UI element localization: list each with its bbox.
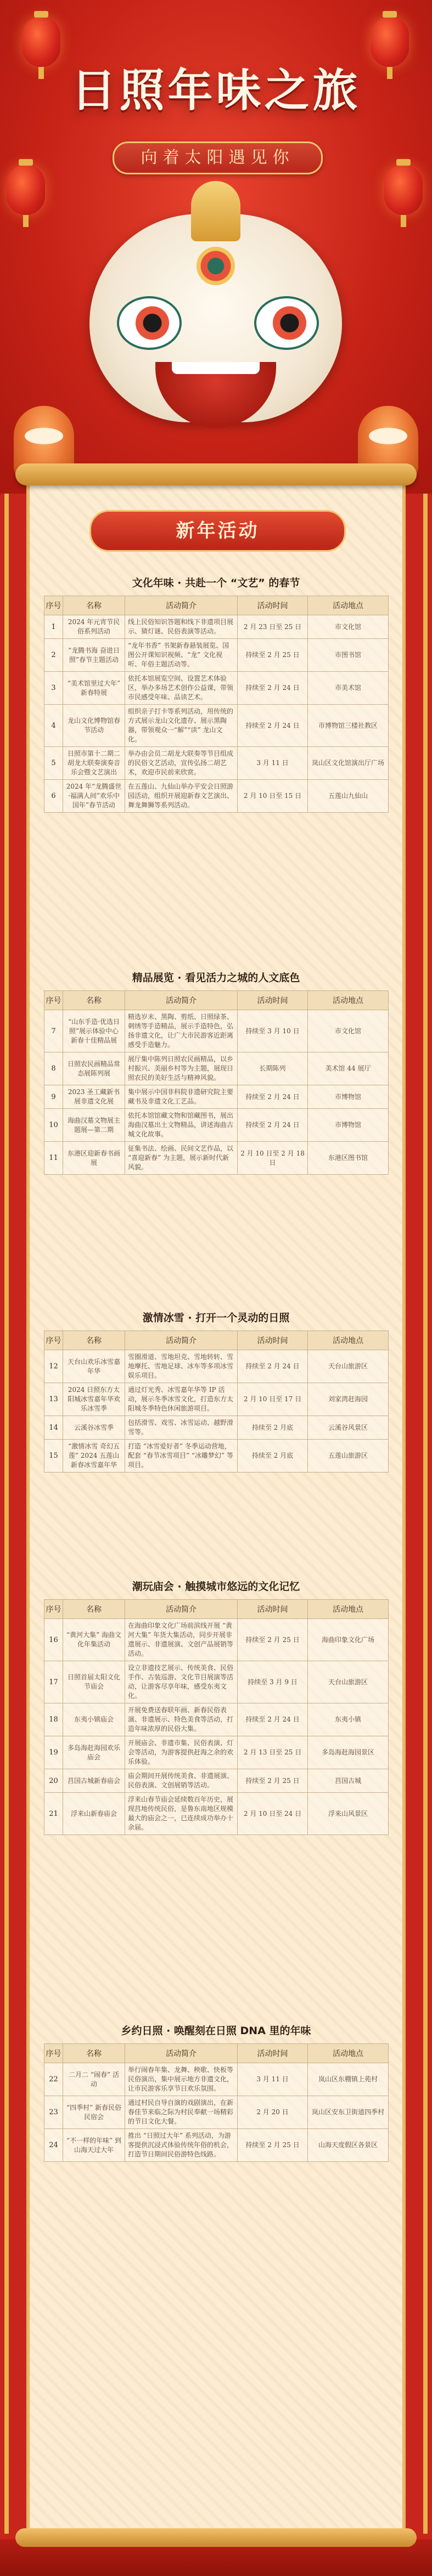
- cell-info: 展厅集中陈列日照农民画精品，以乡村振兴、美丽乡村等为主题，展现日照农民的美好生活与精神风貌。: [125, 1052, 238, 1085]
- cell-name: “美术馆里过大年” 新春特展: [63, 672, 125, 705]
- column-header-name: 名称: [63, 2044, 125, 2063]
- cell-place: 云溪谷风景区: [308, 1416, 389, 1440]
- cell-name: 日照农民画精品常态展陈列展: [63, 1052, 125, 1085]
- cell-time: 持续至 2 月 24 日: [238, 1703, 308, 1736]
- table-row: [44, 1052, 389, 1085]
- table-row: [44, 1416, 389, 1440]
- activity-table: [44, 2043, 389, 2162]
- page-subtitle: 向着太阳遇见你: [113, 141, 323, 174]
- column-header-time: 活动时间: [238, 1600, 308, 1619]
- lion-left-eye: [117, 296, 182, 350]
- cell-name: 2024 年元宵节民俗系列活动: [63, 615, 125, 639]
- cell-time: 长期陈列: [238, 1052, 308, 1085]
- column-header-time: 活动时间: [238, 991, 308, 1010]
- column-header-time: 活动时间: [238, 596, 308, 615]
- cell-no: 16: [44, 1619, 63, 1661]
- cell-no: 10: [44, 1109, 63, 1142]
- cell-no: 6: [44, 780, 63, 813]
- cell-place: 市文化馆: [308, 615, 389, 639]
- cell-no: 11: [44, 1142, 63, 1175]
- lion-teeth: [172, 362, 260, 374]
- cell-name: 云溪谷冰雪季: [63, 1416, 125, 1440]
- column-header-name: 名称: [63, 596, 125, 615]
- column-header-name: 名称: [63, 1331, 125, 1350]
- table-row: [44, 1142, 389, 1175]
- cell-no: 24: [44, 2129, 63, 2162]
- cell-time: 持续至 2 月 24 日: [238, 1085, 308, 1109]
- section-title: 精品展览 · 看见活力之城的人文底色: [132, 972, 300, 984]
- cell-name: 东港区迎新春书画展: [63, 1142, 125, 1175]
- cell-no: 18: [44, 1703, 63, 1736]
- cell-no: 14: [44, 1416, 63, 1440]
- cell-place: 天台山旅游区: [308, 1661, 389, 1703]
- activity-table: [44, 1331, 389, 1473]
- cell-name: 海曲汉墓文物展主题展—第二期: [63, 1109, 125, 1142]
- column-header-place: 活动地点: [308, 1331, 389, 1350]
- table-row: [44, 747, 389, 780]
- activity-table: [44, 1599, 389, 1835]
- scroll-roller: [15, 463, 417, 485]
- cell-no: 1: [44, 615, 63, 639]
- cell-time: 持续至 2 月 24 日: [238, 1109, 308, 1142]
- cell-place: 美术馆 44 展厅: [308, 1052, 389, 1085]
- cell-info: 在五莲山、九仙山举办平安会日照游园活动，组织开展迎新春文艺演出、舞龙舞狮等系列活动。: [125, 780, 238, 813]
- cell-time: 持续至 2 月 25 日: [238, 1619, 308, 1661]
- cell-time: 2 月 13 日至 25 日: [238, 1736, 308, 1769]
- column-header-no: 序号: [44, 1331, 63, 1350]
- cell-time: 2 月 10 日至 2 月 18 日: [238, 1142, 308, 1175]
- cell-place: 东夷小镇: [308, 1703, 389, 1736]
- table-row: [44, 1010, 389, 1052]
- column-header-place: 活动地点: [308, 991, 389, 1010]
- column-header-time: 活动时间: [238, 1331, 308, 1350]
- cell-time: 持续至 2 月 24 日: [238, 1350, 308, 1383]
- cell-no: 20: [44, 1769, 63, 1793]
- cell-name: 龙山文化博物馆春节活动: [63, 705, 125, 747]
- lion-dance-head-illustration: [78, 181, 353, 439]
- table-row: [44, 1793, 389, 1835]
- cell-info: 集中展示中国非科院非遗研究院主要藏书及非遗文化工艺品。: [125, 1085, 238, 1109]
- cell-time: 持续至 2 月 24 日: [238, 672, 308, 705]
- side-rope-left: [4, 494, 9, 2534]
- table-row: [44, 1085, 389, 1109]
- cell-place: 市博物馆: [308, 1109, 389, 1142]
- activity-section: [44, 965, 388, 1175]
- hero-banner: [0, 0, 432, 494]
- cell-name: 日照市第十二期二胡龙大联奏演奏音乐会暨文艺演出: [63, 747, 125, 780]
- cell-name: 东夷小镇庙会: [63, 1703, 125, 1736]
- table-row: [44, 639, 389, 672]
- cell-time: 持续至 2 月 25 日: [238, 639, 308, 672]
- cell-info: 线上民俗知识答题和线下非遗项目展示、猜灯谜、民俗表演等活动。: [125, 615, 238, 639]
- cell-no: 4: [44, 705, 63, 747]
- column-header-no: 序号: [44, 596, 63, 615]
- cell-info: 征集书法、绘画、民间文艺作品，以 “喜迎新春” 为主题，展示新时代新风貌。: [125, 1142, 238, 1175]
- cell-time: 持续至 2 月 24 日: [238, 705, 308, 747]
- column-header-info: 活动简介: [125, 596, 238, 615]
- cell-time: 持续至 3 月 10 日: [238, 1010, 308, 1052]
- cell-no: 8: [44, 1052, 63, 1085]
- lion-forehead-ornament: [197, 247, 235, 285]
- table-row: [44, 1703, 389, 1736]
- column-header-info: 活动简介: [125, 1331, 238, 1350]
- cell-no: 2: [44, 639, 63, 672]
- cell-info: 依托本馆展览空间、设置艺术体验区，举办多场艺术创作公益课，带领市民感受年味、品读艺术。: [125, 672, 238, 705]
- bottom-decoration: [0, 2539, 432, 2576]
- cell-time: 持续至 2 月 25 日: [238, 1769, 308, 1793]
- cell-info: 精选岁末、黑陶、剪纸、日照绿茶、刺绣等手造精品，展示手造特色，弘扬非遗文化，让广大市民游客近距离感受手造魅力。: [125, 1010, 238, 1052]
- lantern-decoration: [384, 165, 423, 215]
- cell-place: 五莲山九仙山: [308, 780, 389, 813]
- cell-name: “不一样的年味” 到山海天过大年: [63, 2129, 125, 2162]
- table-row: [44, 672, 389, 705]
- cell-place: 市文化馆: [308, 1010, 389, 1052]
- cell-no: 7: [44, 1010, 63, 1052]
- cell-no: 12: [44, 1350, 63, 1383]
- cell-time: 2 月 10 日至 24 日: [238, 1793, 308, 1835]
- table-row: [44, 1661, 389, 1703]
- lion-right-eye: [254, 296, 319, 350]
- section-banner: 新年活动: [89, 510, 346, 552]
- column-header-info: 活动简介: [125, 991, 238, 1010]
- table-row: [44, 780, 389, 813]
- cell-time: 3 月 11 日: [238, 747, 308, 780]
- table-row: [44, 2096, 389, 2129]
- cell-info: 打造 “冰雪爱好者” 冬季运动营地，配套 “春节冰雪项目” “冰雕梦幻” 等项目。: [125, 1440, 238, 1473]
- column-header-info: 活动简介: [125, 2044, 238, 2063]
- cell-info: 庙会期间开展传统美食、非遗展演、民俗表演、文创展销等活动。: [125, 1769, 238, 1793]
- column-header-no: 序号: [44, 1600, 63, 1619]
- cell-no: 17: [44, 1661, 63, 1703]
- lion-horn: [191, 181, 240, 241]
- cell-place: 市博物馆三楼社教区: [308, 705, 389, 747]
- cell-name: “黄河大集” 海曲文化年集活动: [63, 1619, 125, 1661]
- column-header-time: 活动时间: [238, 2044, 308, 2063]
- cell-place: 海曲印象文化广场: [308, 1619, 389, 1661]
- cell-place: 东港区图书馆: [308, 1142, 389, 1175]
- cell-info: 设立非遗技艺展示、传统美食、民俗手作、古装巡游、文化节目展演等活动，让游客尽享年味，感受东夷文化。: [125, 1661, 238, 1703]
- cell-name: 浮来山新春庙会: [63, 1793, 125, 1835]
- section-title: 文化年味 · 共赴一个 “文艺” 的春节: [132, 577, 300, 589]
- activity-table: [44, 990, 389, 1175]
- table-row: [44, 2063, 389, 2096]
- table-row: [44, 615, 389, 639]
- cell-info: 通过村民自导自演的戏剧演出，在新春佳节来临之际为村民奉献一场精彩的节日文化大餐。: [125, 2096, 238, 2129]
- cell-info: 雪圈滑道、雪地坦克、雪地转转、雪地摩托、雪地足球、冰车等多项冰雪娱乐项目。: [125, 1350, 238, 1383]
- table-row: [44, 1769, 389, 1793]
- column-header-name: 名称: [63, 991, 125, 1010]
- cell-info: 包括滑雪、戏雪、冰雪运动、越野滑雪等。: [125, 1416, 238, 1440]
- cell-no: 21: [44, 1793, 63, 1835]
- cell-no: 13: [44, 1383, 63, 1416]
- cell-place: 市图书馆: [308, 639, 389, 672]
- cell-time: 3 月 11 日: [238, 2063, 308, 2096]
- table-row: [44, 1736, 389, 1769]
- cell-place: 市博物馆: [308, 1085, 389, 1109]
- table-header-row: [44, 1600, 389, 1619]
- cell-name: 2023 圣工藏新书展非遗文化展: [63, 1085, 125, 1109]
- cell-name: 2024 日照东方太阳城冰雪嘉年华欢乐冰雪季: [63, 1383, 125, 1416]
- cell-place: 刘家湾赶海园: [308, 1383, 389, 1416]
- cell-place: 岚山区安东卫街道四季村: [308, 2096, 389, 2129]
- section-title: 潮玩庙会 · 触摸城市悠远的文化记忆: [132, 1581, 300, 1593]
- cell-info: 浮来山春节庙会延续数百年历史，展现莒地传统民俗，是鲁东南地区规模最大的庙会之一，已连续成功举办十余届。: [125, 1793, 238, 1835]
- cell-time: 持续至 2 月底: [238, 1440, 308, 1473]
- cell-time: 持续至 3 月 9 日: [238, 1661, 308, 1703]
- section-title: 乡约日照 · 唤醒刻在日照 DNA 里的年味: [121, 2025, 311, 2037]
- cell-time: 持续至 2 月 25 日: [238, 2129, 308, 2162]
- column-header-place: 活动地点: [308, 1600, 389, 1619]
- cell-no: 19: [44, 1736, 63, 1769]
- cell-time: 2 月 10 日至 15 日: [238, 780, 308, 813]
- cell-name: 2024 年“龙腾盛世·福满人间”欢乐中国年”春节活动: [63, 780, 125, 813]
- table-row: [44, 1383, 389, 1416]
- section-title: 激情冰雪 · 打开一个灵动的日照: [142, 1312, 290, 1324]
- activity-section: [44, 2018, 388, 2162]
- cell-time: 2 月 10 日至 17 日: [238, 1383, 308, 1416]
- lantern-decoration: [7, 165, 45, 215]
- column-header-name: 名称: [63, 1600, 125, 1619]
- cell-no: 3: [44, 672, 63, 705]
- column-header-no: 序号: [44, 991, 63, 1010]
- cell-no: 15: [44, 1440, 63, 1473]
- table-row: [44, 705, 389, 747]
- cell-name: 日照首届太阳文化节庙会: [63, 1661, 125, 1703]
- cell-name: 莒国古城新春庙会: [63, 1769, 125, 1793]
- cell-time: 2 月 20 日: [238, 2096, 308, 2129]
- activity-table: [44, 596, 389, 813]
- column-header-place: 活动地点: [308, 2044, 389, 2063]
- cell-time: 2 月 23 日至 25 日: [238, 615, 308, 639]
- cell-place: 多岛海赶海园景区: [308, 1736, 389, 1769]
- activity-section: [44, 1305, 388, 1473]
- cell-no: 5: [44, 747, 63, 780]
- cell-info: 开展庙会、非遗市集、民俗表演、灯会等活动，为游客提供赶海之余的欢乐体验。: [125, 1736, 238, 1769]
- table-header-row: [44, 2044, 389, 2063]
- cell-place: 岚山区文化馆演出厅广场: [308, 747, 389, 780]
- table-row: [44, 1619, 389, 1661]
- column-header-place: 活动地点: [308, 596, 389, 615]
- cell-place: 浮来山风景区: [308, 1793, 389, 1835]
- cell-place: 五莲山旅游区: [308, 1440, 389, 1473]
- cell-info: 推出 “日照过大年” 系列活动，为游客提供沉浸式体验传统年俗的机会，打造节日期间民俗游特色线路。: [125, 2129, 238, 2162]
- cell-place: 市美术馆: [308, 672, 389, 705]
- cell-no: 22: [44, 2063, 63, 2096]
- table-row: [44, 1109, 389, 1142]
- side-rope-right: [423, 494, 428, 2534]
- cell-info: 举办由会员二胡龙大联奏等节目组成的民俗文艺活动，宣传弘扬二胡艺术，欢迎市民前来欣赏。: [125, 747, 238, 780]
- cell-info: “龙年书香” 书架新春悬装展览、国图公开课知识视频、“龙” 文化视听、年俗主题活动等。: [125, 639, 238, 672]
- table-header-row: [44, 596, 389, 615]
- column-header-info: 活动简介: [125, 1600, 238, 1619]
- cell-name: 多岛海赶海园欢乐庙会: [63, 1736, 125, 1769]
- cell-info: 举行闹春年集、龙舞、秧歌、快板等民俗演出，集中展示地方非遗文化，让市民游客乐享节日欢乐氛围。: [125, 2063, 238, 2096]
- table-header-row: [44, 1331, 389, 1350]
- cell-place: 天台山旅游区: [308, 1350, 389, 1383]
- column-header-no: 序号: [44, 2044, 63, 2063]
- cell-name: 天台山欢乐冰雪嘉年华: [63, 1350, 125, 1383]
- cell-name: “四季村” 新春民俗民宿会: [63, 2096, 125, 2129]
- cell-info: 组织亲子打卡等系列活动，用传统的方式展示龙山文化遗存、展示黑陶器，带领观众一“解”“读” 龙山文化。: [125, 705, 238, 747]
- cell-name: “激情冰雪 奇幻五莲” 2024 五莲山新春冰雪嘉年华: [63, 1440, 125, 1473]
- cell-place: 莒国古城: [308, 1769, 389, 1793]
- cell-time: 持续至 2 月底: [238, 1416, 308, 1440]
- cell-info: 开展免费送春联年画、新春民俗表演、非遗展示、特色美食等活动，打造年味浓厚的民俗大集。: [125, 1703, 238, 1736]
- cell-no: 9: [44, 1085, 63, 1109]
- cell-name: “山东手造·优选日照”展示体验中心新春十佳精品展: [63, 1010, 125, 1052]
- cell-name: 二月二 “闹春” 活动: [63, 2063, 125, 2096]
- cell-info: 通过灯光秀、冰雪嘉年华等 IP 活动，展示冬季冰雪文化，打造东方太阳城冬季特色休闲旅游项目。: [125, 1383, 238, 1416]
- activity-section: [44, 1574, 388, 1835]
- cell-no: 23: [44, 2096, 63, 2129]
- cell-info: 依托本馆馆藏文物和馆藏图书，展出海曲汉墓出土文物精品，讲述海曲古城文化故事。: [125, 1109, 238, 1142]
- cell-place: 岚山区东棚镇上苑村: [308, 2063, 389, 2096]
- table-row: [44, 1350, 389, 1383]
- page-title: 日照年味之旅: [71, 65, 361, 117]
- activity-section: [44, 570, 388, 813]
- cell-info: 在海曲印象文化广场前滨线开展 “黄河大集” 年货大集活动，同步开展非遗展示、非遗展演、文创产品展销等活动。: [125, 1619, 238, 1661]
- table-row: [44, 2129, 389, 2162]
- cell-name: “龙腾书海 奋进日照”春节主题活动: [63, 639, 125, 672]
- table-row: [44, 1440, 389, 1473]
- table-header-row: [44, 991, 389, 1010]
- cell-place: 山海天度假区各景区: [308, 2129, 389, 2162]
